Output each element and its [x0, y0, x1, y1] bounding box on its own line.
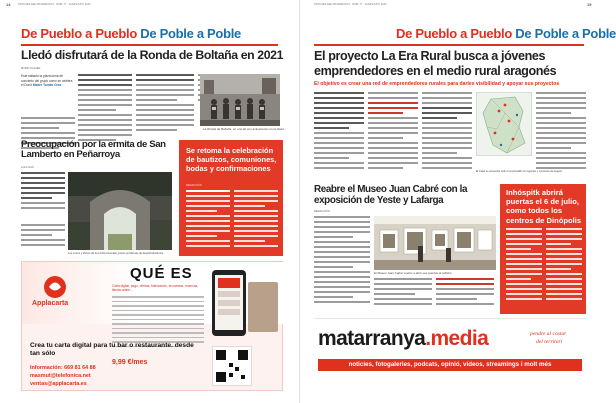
- ad-cta: Crea tu carta digital para tu bar o restaurante. desde tan sólo: [30, 342, 194, 357]
- section-kicker-es: De Pueblo a Pueblo: [21, 26, 137, 41]
- ad-phone[interactable]: Información: 669 81 64 88: [30, 365, 96, 371]
- story2-headline: Reabre el Museo Juan Cabré con la exposición de Yeste y Lafarga: [314, 184, 468, 207]
- hermitage-photo: [68, 172, 172, 250]
- page-number: 15: [587, 2, 592, 7]
- lead-byline: MARIO CLAVER: [21, 67, 41, 70]
- section-rule: [314, 44, 584, 46]
- story2-photo-caption: Los muros y techos de la ermita presentan graves problemas de desprendimientos.: [68, 252, 164, 255]
- ad-price: 9,99 €/mes: [112, 359, 148, 366]
- plaza-concert-photo: [200, 74, 280, 126]
- story2-photo: [374, 216, 496, 270]
- inhospitak-box: [500, 184, 586, 314]
- story2-byline: LOLA GAS: [21, 166, 34, 169]
- left-page: [0, 0, 300, 403]
- ad-qr-code[interactable]: [212, 346, 252, 386]
- story2-body-col1: [314, 216, 370, 310]
- story2-body-col1: [21, 224, 65, 254]
- ad-email[interactable]: masmut@telefonica.net: [30, 373, 91, 379]
- section-kicker-es: De Pueblo a Pueblo: [396, 26, 512, 41]
- section-rule: [21, 44, 278, 46]
- story2-body-col2: [374, 278, 432, 310]
- section-kicker-ca: De Poble a Poble: [515, 26, 616, 41]
- lead-body-col1: [314, 92, 364, 174]
- right-page: [300, 0, 616, 403]
- logo-part2: media: [430, 327, 489, 350]
- ad-slogan-2: del territori: [536, 339, 563, 345]
- section-kicker: [21, 26, 241, 41]
- matarranya-media-logo: matarranya.media: [318, 327, 489, 350]
- lead-body-col3: [422, 92, 472, 174]
- page-number: 14: [6, 2, 11, 7]
- lead-headline: Lledó disfrutará de la Ronda de Boltaña en 2021: [21, 48, 284, 62]
- ad-heading: QUÉ ES: [130, 265, 193, 282]
- applacarta-logo: [30, 274, 80, 312]
- lead-photo: [200, 74, 280, 126]
- phone-mockup: [212, 270, 246, 336]
- ad-description: Carta digital, pago, ofertas, fidelización, encuestas, reservas, tienda online...: [112, 284, 199, 293]
- lead-map: [476, 92, 532, 156]
- story2-byline: REDACCIÓN: [314, 210, 330, 213]
- page-folio: NOTICIES DEL MATARRANYA · NÚM. 77 · JUNIO/JUNY 2023: [18, 3, 91, 6]
- logo-part1: matarranya: [318, 327, 426, 350]
- lead-photo-caption: La Ronda de Boltaña, en una de sus actuaciones en la plaza.: [203, 127, 285, 131]
- story2-photo-caption: El Museo Juan Cabré vuelve a abrir sus puertas al público: [374, 271, 452, 275]
- story3-body-col2: [234, 190, 278, 250]
- story2-headline: Preocupación por la ermita de San Lamberto en Peñarroya: [21, 139, 166, 161]
- sidebar-body-col2: [546, 228, 582, 303]
- section-kicker-ca: De Poble a Poble: [140, 26, 241, 41]
- story2-photo: [68, 172, 172, 250]
- ad-hand-photo: [248, 282, 278, 332]
- page-folio: NOTICIES DEL MATARRANYA · NÚM. 77 · JUNIO/JUNY 2023: [314, 3, 387, 6]
- story2-lede: [21, 172, 65, 222]
- matarranya-media-ad[interactable]: [314, 318, 586, 392]
- lead-map-caption: El mapa se encuentra todo lo emprendido en regiones y comarcas de Aragón.: [476, 170, 563, 173]
- museum-exhibition-photo: [374, 216, 496, 270]
- lead-headline: El proyecto La Era Rural busca a jóvenes emprendedores en el medio rural aragonés: [314, 49, 557, 78]
- section-kicker: [396, 26, 616, 41]
- sidebar-headline: Inhóspitk abrirá puertas el 6 de julio, como todos los centros de Dinópolis: [506, 188, 582, 225]
- lead-subtitle: El objetivo es crear una red de emprendedores rurales para darles visibilidad y apoyar sus proyectos: [314, 81, 560, 87]
- ad-email-sales[interactable]: ventas@applacarta.es: [30, 381, 87, 387]
- story3-body-col1: [186, 190, 230, 250]
- lead-intro-text: Este sábado la plaza toma de concierto del grupo como se celebra el Donó: [21, 74, 73, 88]
- sidebar-body-col1: [506, 228, 542, 303]
- lead-body-col4: [536, 92, 586, 174]
- story3-headline: Se retoma la celebración de bautizos, comuniones, bodas y confirmaciones: [186, 146, 277, 173]
- ad-slogan-1: pendre al costat: [530, 331, 566, 337]
- story2-body-col3: [436, 278, 494, 310]
- story3-byline: REDACCIÓN: [186, 184, 202, 187]
- applacarta-brand: Applacarta: [32, 300, 69, 307]
- lead-intro-highlight: Madre Tomás Oroz: [32, 83, 62, 88]
- ad-tagline: noticies, fotogaleries, podcats, opinió, vídeos, streamings i molt més: [318, 359, 582, 371]
- lead-intro: [21, 74, 75, 114]
- story3-box: [179, 140, 283, 256]
- lead-body-col2: [368, 92, 418, 174]
- applacarta-ad[interactable]: [21, 261, 283, 391]
- qr-code-icon: [213, 347, 251, 385]
- aragon-map-graphic: [477, 93, 533, 157]
